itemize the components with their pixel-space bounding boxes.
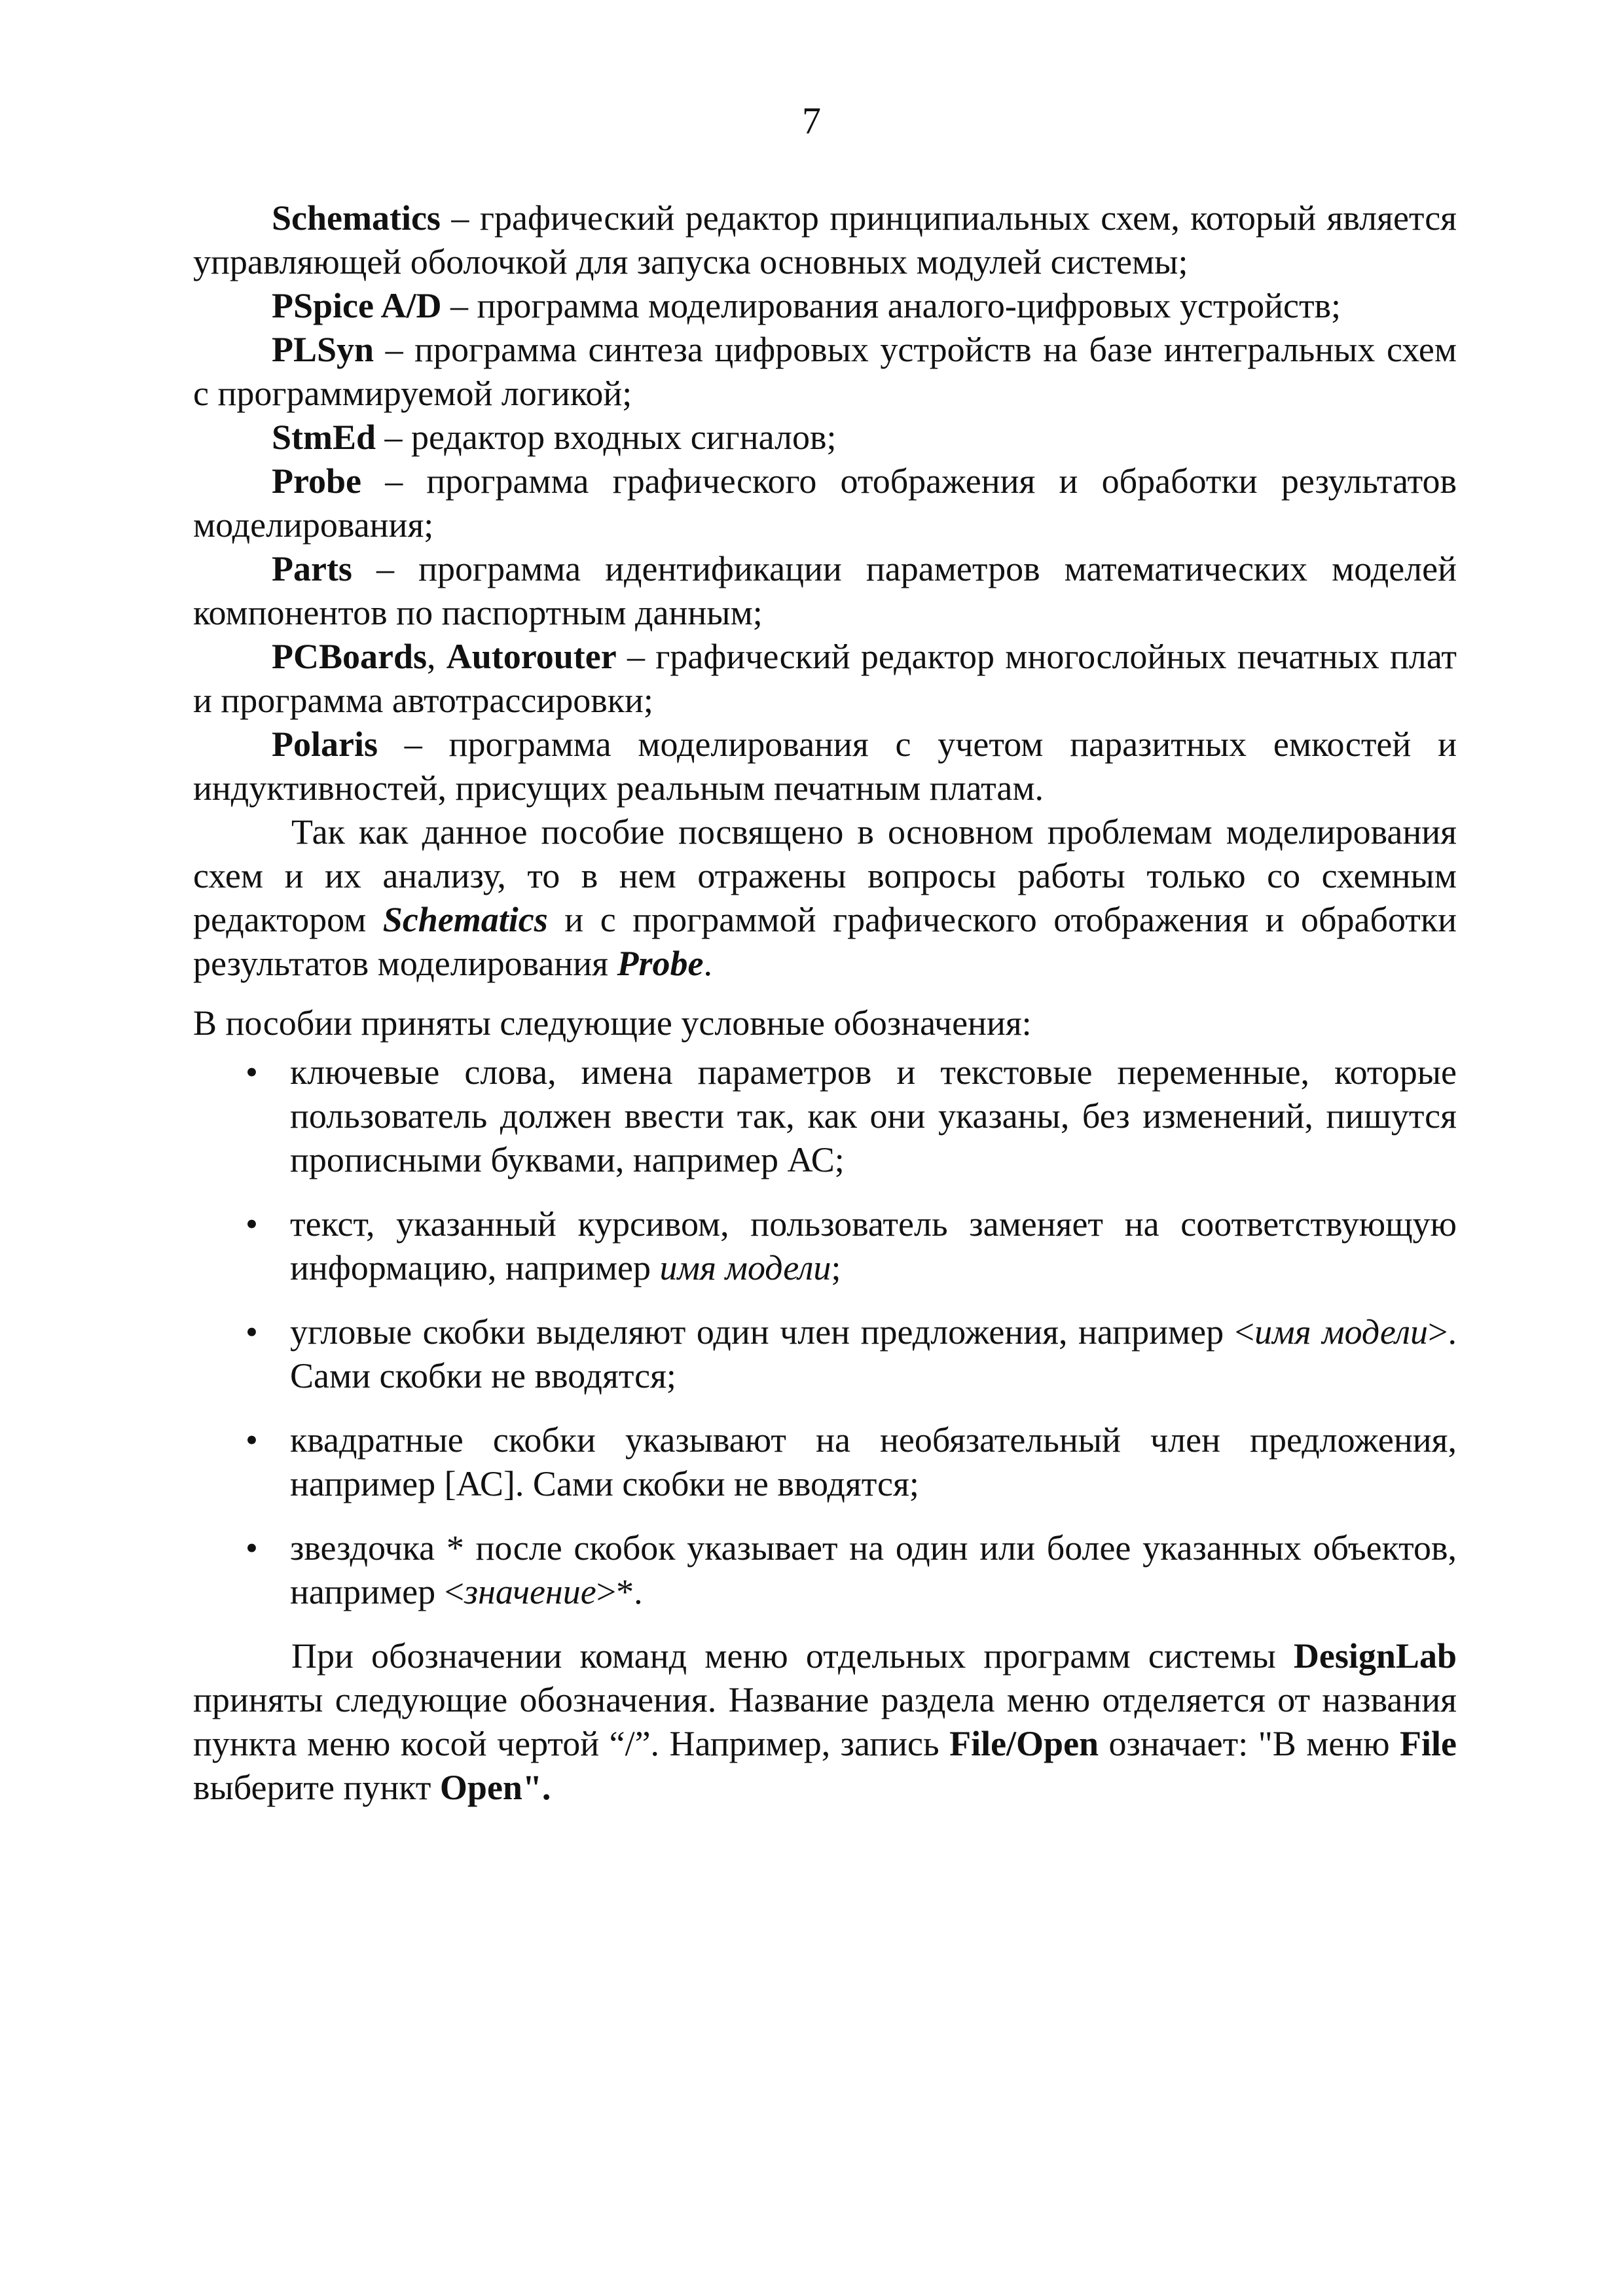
def-term: Autorouter	[446, 637, 617, 676]
bold-term: File/Open	[949, 1724, 1099, 1763]
list-item: • квадратные скобки указывают на необязательный член предложения, например [АС]. Сами скобки не вводятся;	[193, 1418, 1457, 1506]
def-term: Polaris	[272, 725, 378, 764]
bold-term: Open".	[439, 1768, 551, 1807]
def-term: PCBoards	[272, 637, 428, 676]
def-term: Probe	[272, 461, 361, 501]
def-term: PLSyn	[272, 330, 374, 369]
def-text: – программа графического отображения и обработки результатов моделирования;	[193, 461, 1457, 545]
def-sep: ,	[427, 637, 447, 676]
def-probe	[193, 459, 1457, 547]
bold-term: DesignLab	[1293, 1636, 1457, 1676]
def-polaris	[193, 723, 1457, 810]
emphasis-term: Probe	[617, 944, 704, 983]
def-pspice	[193, 284, 1457, 328]
def-text: – программа идентификации параметров математических моделей компонентов по паспортным данным;	[193, 549, 1457, 632]
def-plsyn	[193, 328, 1457, 416]
def-text: – графический редактор принципиальных схем, который является управляющей оболочкой для запуска основных модулей системы;	[193, 198, 1457, 281]
intro-paragraph: Так как данное пособие посвящено в основном проблемам моделирования схем и их анализу, то в нем отражены вопросы работы только со схемным редактором Schematics и с программой графического отображения и обработки результатов моделирования Probe.	[193, 812, 1457, 983]
bold-term: File	[1400, 1724, 1457, 1763]
bullet-icon: •	[246, 1312, 258, 1352]
def-text: – программа моделирования с учетом паразитных емкостей и индуктивностей, присущих реальным печатным платам.	[193, 725, 1457, 808]
def-text: – программа моделирования аналого-цифровых устройств;	[441, 286, 1341, 325]
bullet-icon: •	[246, 1204, 258, 1244]
def-term: Parts	[272, 549, 352, 588]
def-text: – программа синтеза цифровых устройств на базе интегральных схем с программируемой логикой;	[193, 330, 1457, 413]
def-term: PSpice A/D	[272, 286, 442, 325]
page-body	[193, 196, 1457, 1810]
def-text: – редактор входных сигналов;	[376, 418, 837, 457]
conventions-intro: В пособии приняты следующие условные обозначения:	[193, 1003, 1032, 1043]
def-term: StmEd	[272, 418, 376, 457]
def-stmed	[193, 416, 1457, 459]
page-number: 7	[802, 99, 821, 142]
list-item: • звездочка * после скобок указывает на один или более указанных объектов, например <значение>*.	[193, 1526, 1457, 1614]
def-schematics	[193, 196, 1457, 284]
bullet-icon: •	[246, 1052, 258, 1092]
menu-conventions-paragraph: При обозначении команд меню отдельных программ системы DesignLab приняты следующие обозначения. Название раздела меню отделяется от названия пункта меню косой чертой “/”. Например, запись File/Open означает: "В меню File выберите пункт Open".	[193, 1636, 1457, 1807]
bullet-icon: •	[246, 1420, 258, 1460]
conventions-list	[193, 1050, 1457, 1614]
list-item: • ключевые слова, имена параметров и текстовые переменные, которые пользователь должен ввести так, как они указаны, без изменений, пишутся прописными буквами, например АС;	[193, 1050, 1457, 1182]
def-text: – графический редактор многослойных печатных плат и программа автотрассировки;	[193, 637, 1457, 720]
bullet-icon: •	[246, 1528, 258, 1568]
emphasis-term: Schematics	[382, 900, 548, 939]
def-term: Schematics	[272, 198, 441, 238]
def-pcboards	[193, 635, 1457, 723]
def-parts	[193, 547, 1457, 635]
list-item: • угловые скобки выделяют один член предложения, например <имя модели>. Сами скобки не вводятся;	[193, 1310, 1457, 1398]
list-item: • текст, указанный курсивом, пользователь заменяет на соответствующую информацию, например имя модели;	[193, 1202, 1457, 1290]
